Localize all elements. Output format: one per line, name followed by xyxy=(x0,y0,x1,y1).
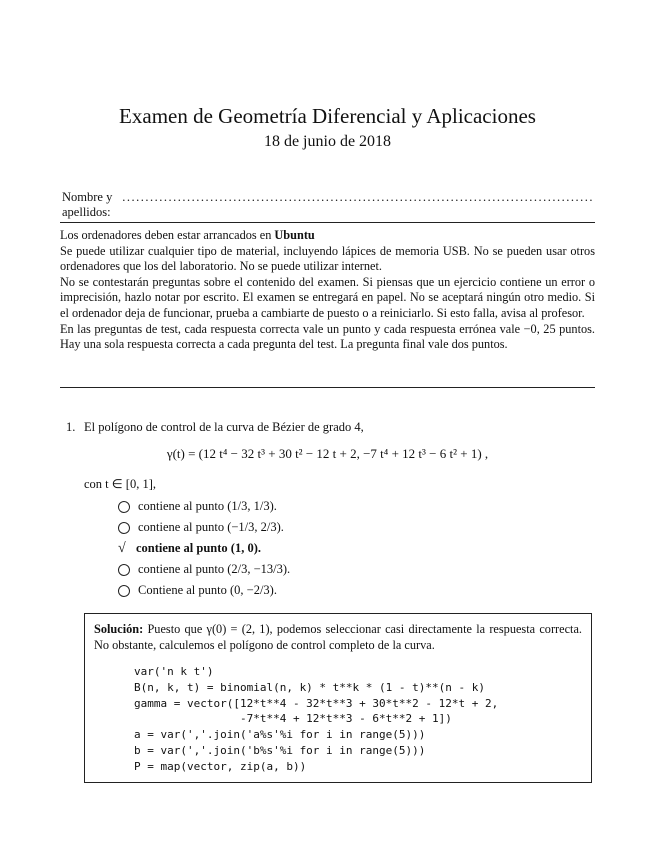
name-label: Nombre y apellidos: xyxy=(62,190,113,219)
radio-icon[interactable] xyxy=(118,564,130,576)
solution-box xyxy=(84,613,592,783)
question-text: El polígono de control de la curva de Bézier de grado 4, xyxy=(84,420,364,434)
code-line: -7*t**4 + 12*t**3 - 6*t**2 + 1]) xyxy=(134,712,452,726)
option-1[interactable]: contiene al punto (1/3, 1/3). xyxy=(118,496,290,517)
code-line: gamma = vector([12*t**4 - 32*t**3 + 30*t**2 - 12*t + 2, xyxy=(134,696,499,710)
radio-icon[interactable] xyxy=(118,501,130,513)
instructions-block xyxy=(60,228,595,353)
code-block xyxy=(134,664,582,775)
ubuntu-bold: Ubuntu xyxy=(274,228,315,242)
solution-label: Solución: xyxy=(94,622,144,636)
exam-date: 18 de junio de 2018 xyxy=(263,133,392,150)
answer-options xyxy=(118,496,290,601)
option-2[interactable]: contiene al punto (−1/3, 2/3). xyxy=(118,517,290,538)
question-number: 1. xyxy=(66,420,76,434)
parameter-domain: con t ∈ [0, 1], xyxy=(84,477,156,491)
checkmark-icon: √ xyxy=(118,540,126,556)
radio-icon[interactable] xyxy=(118,585,130,597)
bezier-formula: γ(t) = (12 t⁴ − 32 t³ + 30 t² − 12 t + 2, −7 t⁴ + 12 t³ − 6 t² + 1) , xyxy=(166,446,489,461)
instruction-scoring: En las preguntas de test, cada respuesta correcta vale un punto y cada respuesta errónea vale −0, 25 puntos. Hay una sola respuesta correcta a cada pregunta del test. La pregunta final vale dos puntos. xyxy=(60,321,595,352)
code-line: a = var(','.join('a%s'%i for i in range(5))) xyxy=(134,728,426,742)
code-line: var('n k t') xyxy=(134,665,214,678)
code-line: B(n, k, t) = binomial(n, k) * t**k * (1 - t)**(n - k) xyxy=(134,680,485,694)
solution-text: Solución: Puesto que γ(0) = (2, 1), podemos seleccionar casi directamente la respuesta correcta. No obstante, calculemos el polígono de control completo de la curva. xyxy=(94,622,583,652)
option-4[interactable]: contiene al punto (2/3, −13/3). xyxy=(118,559,290,580)
option-5[interactable]: Contiene al punto (0, −2/3). xyxy=(118,580,290,601)
question-1 xyxy=(66,420,596,435)
name-dots: ...................................................................................................... xyxy=(122,190,594,204)
name-field xyxy=(62,190,594,220)
instruction-questions: No se contestarán preguntas sobre el contenido del examen. Si piensas que un ejercicio contiene un error o imprecisión, hazlo notar por escrito. El examen se entregará en papel. No se aceptará ningún otro medio. Si el ordenador deja de funcionar, prueba a cambiarte de puesto o a reiniciarlo. Si esto falla, avisa al profesor. xyxy=(60,274,595,320)
instruction-ubuntu: Los ordenadores deben estar arrancados en Ubuntu xyxy=(60,228,315,242)
code-line: b = var(','.join('b%s'%i for i in range(5))) xyxy=(134,743,426,757)
exam-title: Examen de Geometría Diferencial y Aplicaciones xyxy=(119,104,536,128)
instruction-materials: Se puede utilizar cualquier tipo de material, incluyendo lápices de memoria USB. No se pueden usar otros ordenadores que los del laboratorio. No se puede utilizar internet. xyxy=(60,243,595,274)
radio-icon[interactable] xyxy=(118,522,130,534)
option-3-correct[interactable]: √ contiene al punto (1, 0). xyxy=(118,540,261,556)
top-rule xyxy=(60,222,595,223)
bottom-rule xyxy=(60,387,595,388)
code-line: P = map(vector, zip(a, b)) xyxy=(134,759,307,773)
